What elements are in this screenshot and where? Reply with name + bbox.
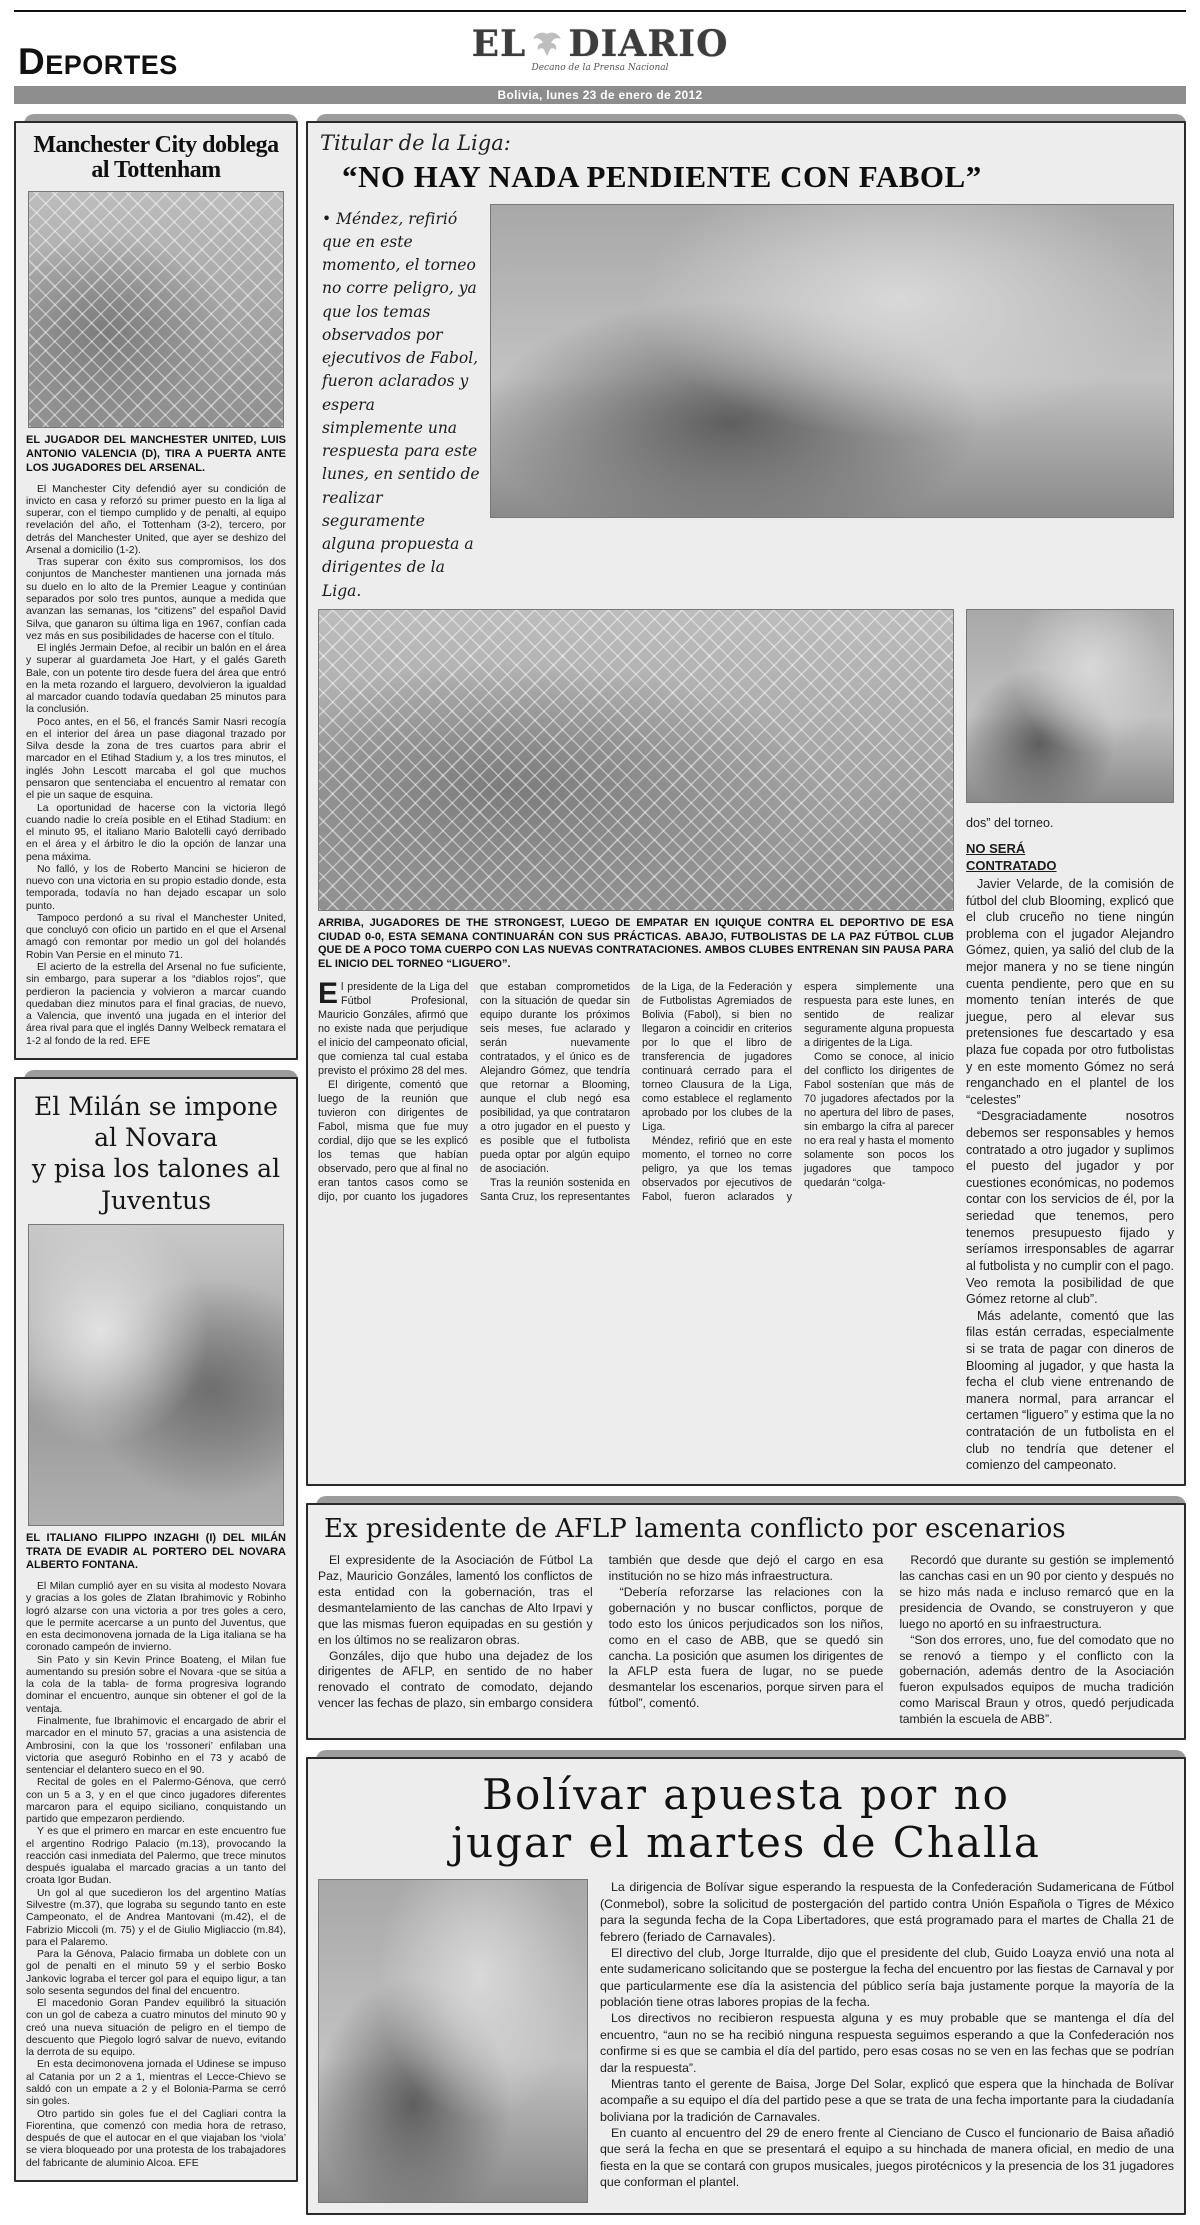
paragraph: Más adelante, comentó que las filas están cerradas, especialmente si se trata de pagar con dineros de Blooming al jugador, y que hasta la fecha el club viene entrenando de manera normal, para arrancar el certamen “liguero” y estima que la no contratación de un futbolista en el club no tendría que detener el comienzo del campeonato. [966, 1308, 1174, 1473]
milan-headline-line2: y pisa los talones al Juventus [31, 1154, 281, 1215]
paragraph: Recital de goles en el Palermo-Génova, que cerró con un 5 a 3, y en el que cinco jugadores diferentes marcaron para el equipo siciliano, conquistando un partido que empezaron perdiendo. [26, 1777, 286, 1826]
aflp-article [318, 1553, 1174, 1727]
lapaz-fc-photo-right [966, 609, 1174, 803]
milan-headline [26, 1091, 286, 1216]
paragraph: “Debería reforzarse las relaciones con la gobernación y no buscar conflictos, porque de todo esto los únicos perjudicados son los niños, como en el caso de ABB, que se quedó sin cancha. La posición que asumen los dirigentes de la AFLP esta fuera de lugar, no se puede desmantelar los escenarios, porque sirven para el fútbol”, comentó. [608, 1585, 884, 1711]
bolivar-headline [318, 1771, 1174, 1868]
milan-caption: EL ITALIANO FILIPPO INZAGHI (I) DEL MILÁN TRATA DE EVADIR AL PORTERO DEL NOVARA ALBERTO FONTANA. [26, 1531, 286, 1572]
left-column [14, 114, 298, 2182]
page-header [0, 12, 1200, 84]
right-column [306, 114, 1186, 2215]
bolivar-article [600, 1879, 1174, 2203]
paragraph: El expresidente de la Asociación de Fútbol La Paz, Mauricio Gonzáles, lamentó los conflictos de esta entidad con la gobernación, tras el desmantelamiento de las canchas de Alto Irpavi y que las mismas fueron equipadas en su gestión y en los últimos no se realizaron obras. [318, 1553, 593, 1647]
paragraph: Mientras tanto el gerente de Baisa, Jorge Del Solar, explicó que espera que la hinchada de Bolívar acompañe a su equipo el día del partido pese a que se trata de una fecha importante para la ciudadanía boliviana por la tradición de Carnavales. [600, 2076, 1174, 2124]
paragraph: En cuanto al encuentro del 29 de enero frente al Cienciano de Cusco el funcionario de Baisa añadió que será la fecha en que se presentará el equipo a su hinchada de manera oficial, en medio de una fiesta en la que se contará con grupos musicales, juegos pirotécnicos y la presencia de los 31 jugadores que conforman el plantel. [600, 2126, 1174, 2190]
bolivar-card [306, 1750, 1186, 2216]
aflp-card [306, 1496, 1186, 1740]
paragraph: “Son dos errores, uno, fue del comodato que no se renovó a tiempo y el conflicto con la gobernación, además dentro de la Asociación fueron expulsados equipos de mucha tradición como Mariscal Braun y otros, quedó perjudicada también la escuela de ABB”. [899, 1632, 1174, 1727]
paragraph: La dirigencia de Bolívar sigue esperando la respuesta de la Confederación Sudamericana de Fútbol (Conmebol), sobre la solicitud de postergación del partido contra Unión Española o Tigres de México para la segunda fecha de la Copa Libertadores, que está programado para el martes de Challa 21 de febrero (feriado de Carnavales). [600, 1880, 1174, 1944]
paragraph: Un gol al que sucedieron los del argentino Matías Silvestre (m.37), que lograba su segundo tanto en este Campeonato, el de Andrea Mantovani (m.42), el de Fabrizio Miccoli (m. 75) y el de Giulio Migliaccio (m.84), para el Palaremo. [26, 1887, 286, 1948]
masthead-tagline: Decano de la Prensa Nacional [531, 63, 669, 73]
section-title: DEPORTES [18, 41, 178, 82]
fabol-bottom-row [318, 609, 1174, 1474]
liga-article [318, 976, 954, 1205]
milan-card [14, 1070, 298, 2182]
paragraph: Javier Velarde, de la comisión de fútbol del club Blooming, explicó que el club cruceño no tiene ningún problema con el jugador Alejandro Gómez, quien, ya salió del club de la mejor manera y no se tiene ningún cuenta pendiente, pero que en su momento tenían interés de que juegue, pero al elevar sus pretensiones fue descartado y esa plaza fue copada por otro futbolistas y en este momento Gómez no será renganchado en el plantel de los “celestes” [966, 876, 1174, 1107]
paragraph: Tras la reunión sostenida en Santa Cruz, los representantes de la Liga, de la Federación y de Futbolistas Agremiados de Bolivia (Fabol), si bien no llegaron a coincidir en criterios por lo que el libro de transferencia de jugadores continuará cerrado para el torneo Clausura de la Liga, como establece el reglamento aprobado por los clubes de la Liga. [480, 980, 792, 1204]
sidebar-leadin: dos” del torneo. [966, 815, 1054, 830]
paragraph: En esta decimonovena jornada el Udinese se impuso al Catania por un 2 a 1, mientras el Lecce-Chievo se saldó con un empate a 2 y el Bolonia-Parma se cerró sin goles. [26, 2059, 286, 2108]
manchester-caption: EL JUGADOR DEL MANCHESTER UNITED, LUIS ANTONIO VALENCIA (D), TIRA A PUERTA ANTE LOS JUGADORES DEL ARSENAL. [26, 434, 286, 474]
paragraph: El dirigente, comentó que luego de la reunión que tuvieron con dirigentes de Fabol, misma que fue muy cordial, dijo que se les explicó los temas que habían observado, pero que al final no eran tantos casos como se dijo, por cuanto los jugadores que estaban comprometidos con la situación de quedar sin equipo durante los próximos seis meses, fue aclarado y serán nuevamente contratados, y el único es de Alejandro Gómez, que tendría que retornar a Blooming, aunque el club negó esa posibilidad, ya que contrataron a otro jugador en el puesto y es posible que el futbolista pueda optar por algún equipo de asociación. [318, 980, 630, 1204]
bolivar-body [318, 1879, 1174, 2203]
fabol-main-column [318, 609, 954, 1474]
manchester-card [14, 114, 298, 1060]
paragraph: Gonzáles, dijo que hubo una dejadez de los dirigentes de AFLP, en sentido de no haber renovado el contrato de comodato, dejando vencer las fechas de plazo, sin embargo considera también que desde que dejó el cargo en esa institución no se hizo más infraestructura. [318, 1553, 884, 1711]
paragraph: Tras superar con éxito sus compromisos, los dos conjuntos de Manchester mantienen una jornada más su duelo en lo alto de la Premier League y continúan separados por solo tres puntos, aunque a medida que avanzan las semanas, los “citizens” del español David Silva, que ganaron su última liga en 1967, confían cada vez más en sus posibilidades de hacerse con el título. [26, 557, 286, 642]
paragraph: Para la Génova, Palacio firmaba un doblete con un gol de penalti en el minuto 59 y el serbio Bosko Jankovic lograba el tercer gol para el equipo ligur, a tan solo sesenta segundos del final del encuentro. [26, 1949, 286, 1997]
paragraph: Finalmente, fue Ibrahimovic el encargado de abrir el marcador en el minuto 57, gracias a una asistencia de Ambrosini, con la que los ‘rossoneri’ enfilaban una victoria que aseguró Robinho en el 73 y acabó de sentenciar el delantero sueco en el 90. [26, 1716, 286, 1777]
aflp-headline: Ex presidente de AFLP lamenta conflicto por escenarios [324, 1513, 1066, 1544]
milan-article [26, 1581, 286, 2170]
fabol-headline: “NO HAY NADA PENDIENTE CON FABOL” [342, 159, 982, 194]
paragraph: El macedonio Goran Pandev equilibró la situación con un gol de cabeza a cuatro minutos del minuto 90 y creó una nueva situación de peligro en el tiempo de descuento que Piegolo logró salvar de nuevo, evitando la derrota de su equipo. [26, 1998, 286, 2059]
masthead-diario: DIARIO [568, 23, 729, 65]
paragraph: El acierto de la estrella del Arsenal no fue suficiente, sin embargo, para superar a los “diablos rojos”, que perdieron la paciencia y volvieron a marcar cuando quedaban diez minutos para el final gracias, de nuevo, a Valencia, que inventó una jugada en el interior del área rival para que el inglés Danny Welbeck rematara el 1-2 al fondo de la red. EFE [26, 961, 286, 1047]
sidebar-article [966, 876, 1174, 1474]
sidebar-heading-line1: NO SERÁ [966, 841, 1026, 857]
fabol-kicker: Titular de la Liga: [320, 131, 511, 155]
paragraph: Otro partido sin goles fue el del Cagliari contra la Fiorentina, que comenzó con media hora de retraso, después de que el autocar en el que viajaban los ‘viola’ se viera bloqueado por una protesta de los trabajadores del fabricante de aluminio Alcoa. EFE [26, 2108, 286, 2169]
paragraph: Los directivos no recibieron respuesta alguna y es muy probable que se mantenga el día del encuentro, “aun no se ha recibió ninguna respuesta seguimos esperando a que la Confederación nos confirme si es que se cambia el día del partido, pero esas cosas no se ven en las fechas que se podrían dar la respuesta”. [600, 2011, 1174, 2075]
sidebar-heading-line2: CONTRATADO [966, 857, 1057, 873]
paragraph: “Desgraciadamente nosotros debemos ser responsables y hemos contratado a otro jugador y suplimos el puesto del jugador y por cuestiones económicas, no podemos contar con los servicios de él, por la seriedad que tenemos, pero tenemos presupuesto fijado y seríamos irresponsables de agarrar al futbolista y no cumplir con el pago. Veo remota la posibilidad de que Gómez retorne al club”. [966, 1109, 1174, 1307]
paragraph: Como se conoce, al inicio del conflicto los dirigentes de Fabol sostenían que más de 70 jugadores afectados por la no apertura del libro de pases, sin embargo la cifra al parecer no era real y hasta el momento solamente son pocos los jugadores que tampoco quedarán “colga- [804, 1050, 954, 1190]
eagle-icon [530, 31, 564, 57]
paragraph: Tampoco perdonó a su rival el Manchester United, que concluyó con oficio un partido en el que el Arsenal amagó con remontar por medio un gol del holandés Robin Van Persie en el minuto 71. [26, 912, 286, 961]
milan-photo [28, 1224, 284, 1526]
lapaz-fc-photo [318, 609, 954, 911]
paragraph: Méndez, refirió que en este momento, el torneo no corre peligro, ya que los temas observados por ejecutivos de Fabol, fueron aclarados y espera simplemente una respuesta para este lunes, en sentido de realizar seguramente alguna propuesta a dirigentes de la Liga. [642, 980, 954, 1204]
fabol-card [306, 114, 1186, 1486]
paragraph: Y es que el primero en marcar en este encuentro fue el argentino Rodrigo Palacio (m.13), provocando la reacción casi inmediata del Palermo, que trece minutos después igualaba el marcado gracias a un tanto del croata Igor Budan. [26, 1826, 286, 1887]
fabol-top-row [318, 204, 1174, 603]
masthead [0, 23, 1200, 73]
manchester-article [26, 484, 286, 1048]
paragraph: No falló, y los de Roberto Mancini se hicieron de nuevo con una victoria en su propio estadio donde, esta temporada, todavía no han dejado escapar un solo punto. [26, 863, 286, 912]
page-content [0, 110, 1200, 2225]
fabol-lead: • Méndez, refirió que en este momento, el torneo no corre peligro, ya que los temas observados por ejecutivos de Fabol, fueron aclarados y espera simplemente una respuesta para este lunes, en sentido de realizar seguramente alguna propuesta a dirigentes de la Liga. [322, 209, 480, 600]
strongest-training-photo [490, 204, 1174, 518]
paragraph: El presidente de la Liga del Fútbol Profesional, Mauricio Gonzáles, afirmó que no existe nada que perjudique el inicio del campeonato oficial, que comienza tal cual estaba previsto el próximo 28 del mes. [318, 976, 468, 1077]
paragraph: El Milan cumplió ayer en su visita al modesto Novara y gracias a los goles de Zlatan Ibrahimovic y Robinho logró alzarse con una victoria a por tres goles a cero, que le permite acercarse a un punto del Juventus, que en esta decimonovena jornada de la Liga italiana se ha coronado campeón de invierno. [26, 1581, 286, 1654]
bolivar-headline-line2: jugar el martes de Challa [451, 1818, 1041, 1868]
paragraph: El directivo del club, Jorge Iturralde, dijo que el presidente del club, Guido Loayza envió una nota al ente sudamericano solicitando que se postergue la fecha del encuentro por las fiestas de Carnaval y por que particularmente ese día la asistencia del público sería baja justamente porque la mayoría de la población tiene otras labores propias de la fecha. [600, 1945, 1174, 2010]
date-bar: Bolivia, lunes 23 de enero de 2012 [14, 86, 1186, 104]
paragraph: Poco antes, en el 56, el francés Samir Nasri recogía en el interior del área un pase diagonal trazado por Silva desde la zona de tres cuartos para abrir el marcador en el Etihad Stadium y, a los tres minutos, el inglés John Lescott marcaba el gol que muchos pensaron que sentenciaba el encuentro al rematar con el pie un saque de esquina. [26, 716, 286, 802]
bolivar-headline-line1: Bolívar apuesta por no [482, 1769, 1010, 1819]
bolivar-photo [318, 1879, 588, 2203]
manchester-headline: Manchester City doblega al Tottenham [33, 132, 279, 184]
paragraph: El inglés Jermain Defoe, al recibir un balón en el área y superar al guardameta Joe Hart, y el galés Gareth Bale, con un potente tiro desde fuera del área que entró en la meta rozando el larguero, devolvieron la igualdad al marcador cuando todavía quedaban 25 minutos para la conclusión. [26, 643, 286, 716]
fabol-caption: ARRIBA, JUGADORES DE THE STRONGEST, LUEGO DE EMPATAR EN IQUIQUE CONTRA EL DEPORTIVO DE ESA CIUDAD 0-0, ESTA SEMANA CONTINUARÁN CON SUS PRÁCTICAS. ABAJO, FUTBOLISTAS DE LA PAZ FÚTBOL CLUB QUE DE A POCO TOMA CUERPO CON LAS NUEVAS CONTRATACIONES. AMBOS CLUBES ENTRENAN SIN PAUSA PARA EL INICIO DEL TORNEO “LIGUERO”. [318, 916, 954, 971]
paragraph: La oportunidad de hacerse con la victoria llegó cuando nadie lo creía posible en el Etihad Stadium: en el minuto 95, el italiano Mario Balotelli cayó derribado en el área y el árbitro le dio la opción de lanzar una pena máxima. [26, 802, 286, 863]
fabol-sidebar [966, 609, 1174, 1474]
paragraph: Recordó que durante su gestión se implementó las canchas casi en un 90 por ciento y después no se hizo más nada e incluso remarcó que en la presidencia de Ovando, se construyeron y que luego no aportó en su infraestructura. [899, 1553, 1174, 1631]
sidebar-heading [966, 841, 1174, 874]
milan-headline-line1: El Milán se impone al Novara [34, 1091, 278, 1153]
paragraph: Sin Pato y sin Kevin Prince Boateng, el Milan fue aumentando su presión sobre el Novara -que se sitúa a la cola de la tabla- de forma progresiva logrando dominar el encuentro, aunque sin obtener el gol de la ventaja. [26, 1654, 286, 1715]
paragraph: El Manchester City defendió ayer su condición de invicto en casa y reforzó su primer puesto en la liga al superar, con el tiempo cumplido y de penalti, al equipo revelación del año, el Tottenham (3-2), tercero, por detrás del Manchester United, que ayer se deshizo del Arsenal a domicilio (1-2). [26, 483, 286, 556]
masthead-el: EL [471, 23, 527, 65]
manchester-photo [28, 191, 284, 428]
